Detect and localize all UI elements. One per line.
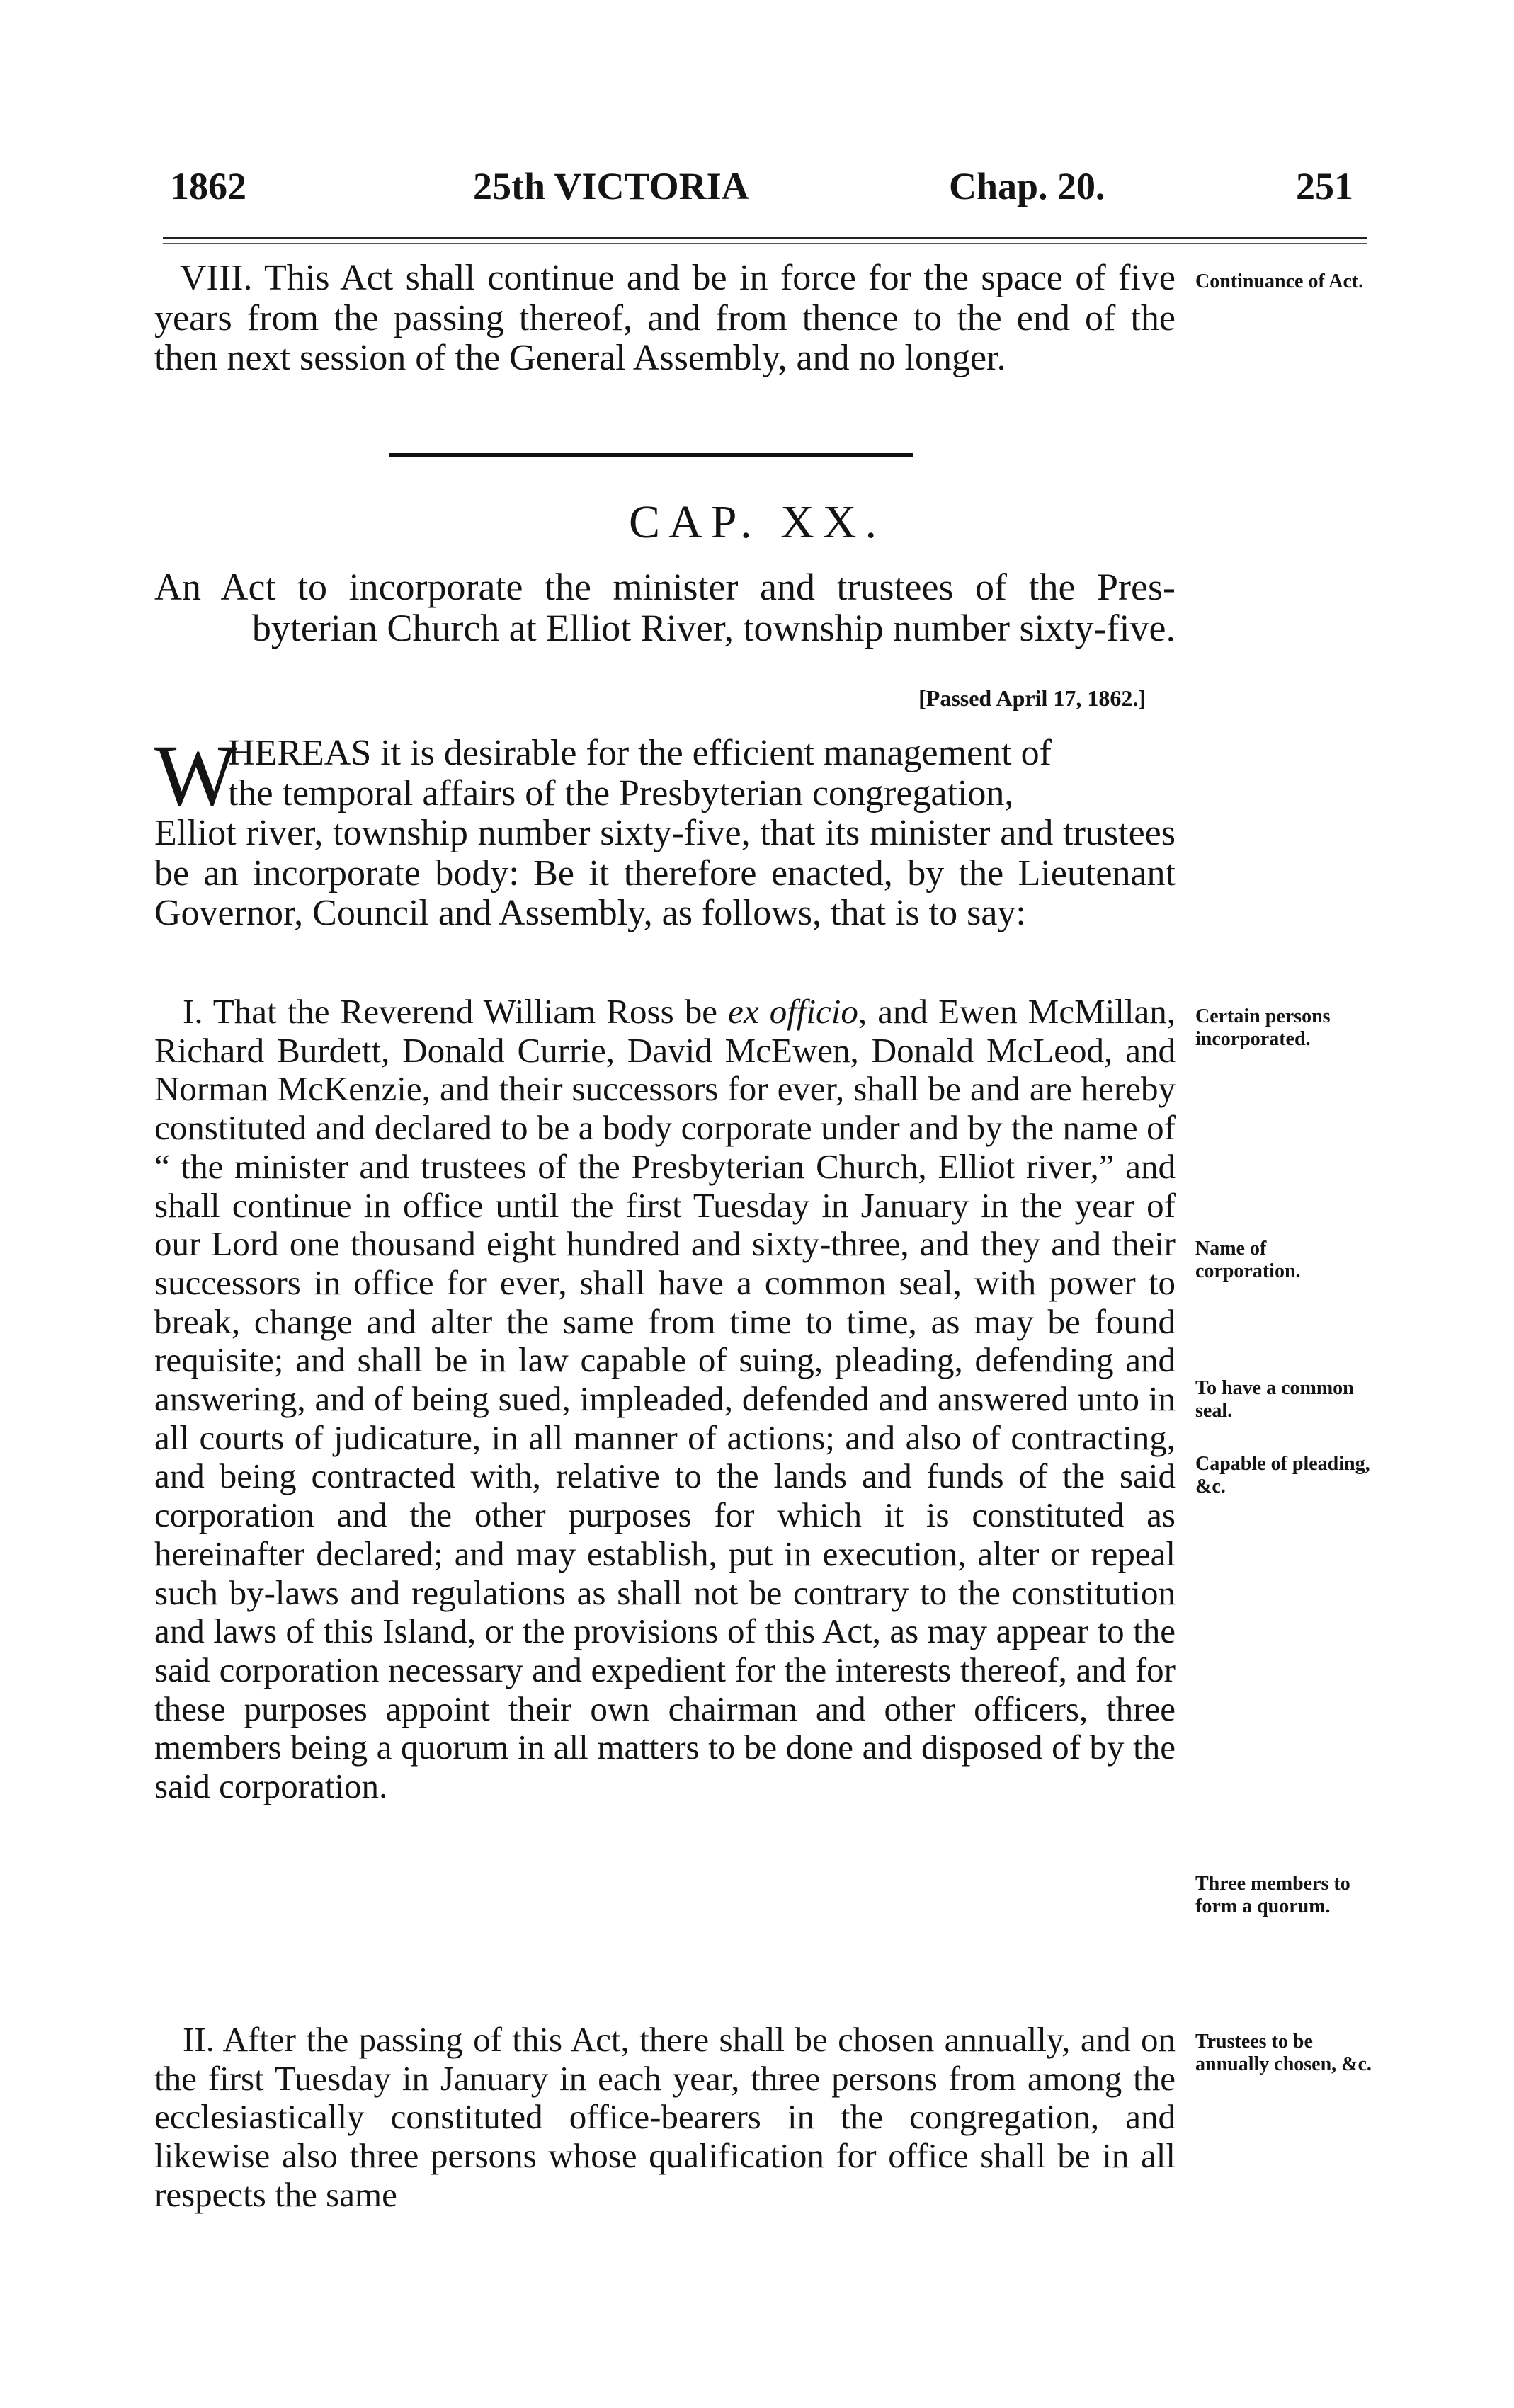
section-i-body: , and Ewen McMillan, Richard Burdett, Donald Currie, David McEwen, Donald McLeod, and Norman McKenzie, and their successors for ever, shall be and are hereby constituted and declared to be a body corporate under and by the name of “ the minister and trustees of the Presbyterian Church, Elliot river,” and shall continue in office until the first Tuesday in January in the year of our Lord one thousand eight hundred and sixty-three, and they and their successors in office for ever, shall have a common seal, with power to break, change and alter the same from time to time, as may be found requisite; and shall be in law capable of suing, pleading, defending and answering, and of being sued, impleaded, defended and answered unto in all courts of judicature, in all manner of actions; and also of contracting, and being contracted with, relative to the lands and funds of the said corporation and the other purposes for which it is constituted as hereinafter declared; and may establish, put in execution, alter or repeal such by-laws and regulations as shall not be contrary to the constitution and laws of this Island, or the provisions of this Act, as may appear to the said corporation necessary and expedient for the interests thereof, and for these purposes appoint their own chairman and other officers, three members being a quorum in all matters to be done and disposed of by the said corporation. <box>154 992 1176 1806</box>
margin-note-name: Name of corporation. <box>1195 1238 1301 1282</box>
margin-note-incorporated: Certain persons incorporated. <box>1195 1005 1331 1050</box>
section-separator <box>389 453 913 457</box>
margin-note-quorum: Three members to form a quorum. <box>1195 1873 1350 1917</box>
preamble-text: Elliot river, township number sixty-five, that its minister and trustees be an incorporate body: Be it therefore enacted, by the Lieutenant Governor, Council and Assembly, as follows, that is to say: <box>154 813 1176 934</box>
act-title-line-2: byterian Church at Elliot River, township number sixty-five. <box>251 607 1176 649</box>
preamble-line-2: the temporal affairs of the Presbyterian congregation, <box>228 772 1014 814</box>
header-chapter: Chap. 20. <box>949 165 1105 207</box>
preamble-opening <box>228 734 1176 814</box>
header-rule <box>163 237 1367 239</box>
act-title-line-1: An Act to incorporate the minister and trustees of the Pres- <box>154 566 1176 608</box>
chapter-title: CAP. XX. <box>629 496 885 548</box>
running-header <box>170 164 1360 214</box>
drop-cap: W <box>154 727 238 824</box>
header-rule-secondary <box>163 243 1367 244</box>
margin-note-pleading: Capable of pleading, &c. <box>1195 1453 1370 1497</box>
header-reign: 25th VICTORIA <box>473 165 749 207</box>
margin-note-continuance: Continuance of Act. <box>1195 270 1364 292</box>
section-i-lead: I. That the Reverend William Ross be <box>183 992 729 1031</box>
preamble-line-1: HEREAS it is desirable for the efficient management of <box>228 733 1052 773</box>
section-i-italic: ex officio <box>728 992 858 1031</box>
section-ii-text: II. After the passing of this Act, there shall be chosen annually, and on the first Tuesday in January in each year, three persons from among the ecclesiastically constituted office-bearers in the congregation, and likewise also three persons whose qualification for office shall be in all respects the same <box>154 2020 1176 2214</box>
section-i-text <box>154 993 1176 1806</box>
margin-note-trustees: Trustees to be annually chosen, &c. <box>1195 2031 1372 2075</box>
margin-note-seal: To have a common seal. <box>1195 1377 1354 1422</box>
header-year: 1862 <box>170 165 246 207</box>
passed-date: [Passed April 17, 1862.] <box>918 685 1146 711</box>
header-page-number: 251 <box>1296 165 1353 207</box>
act-title <box>154 566 1176 649</box>
section-viii-text: VIII. This Act shall continue and be in force for the space of five years from the passing thereof, and from thence to the end of the then next session of the General Assembly, and no longer. <box>154 258 1176 379</box>
